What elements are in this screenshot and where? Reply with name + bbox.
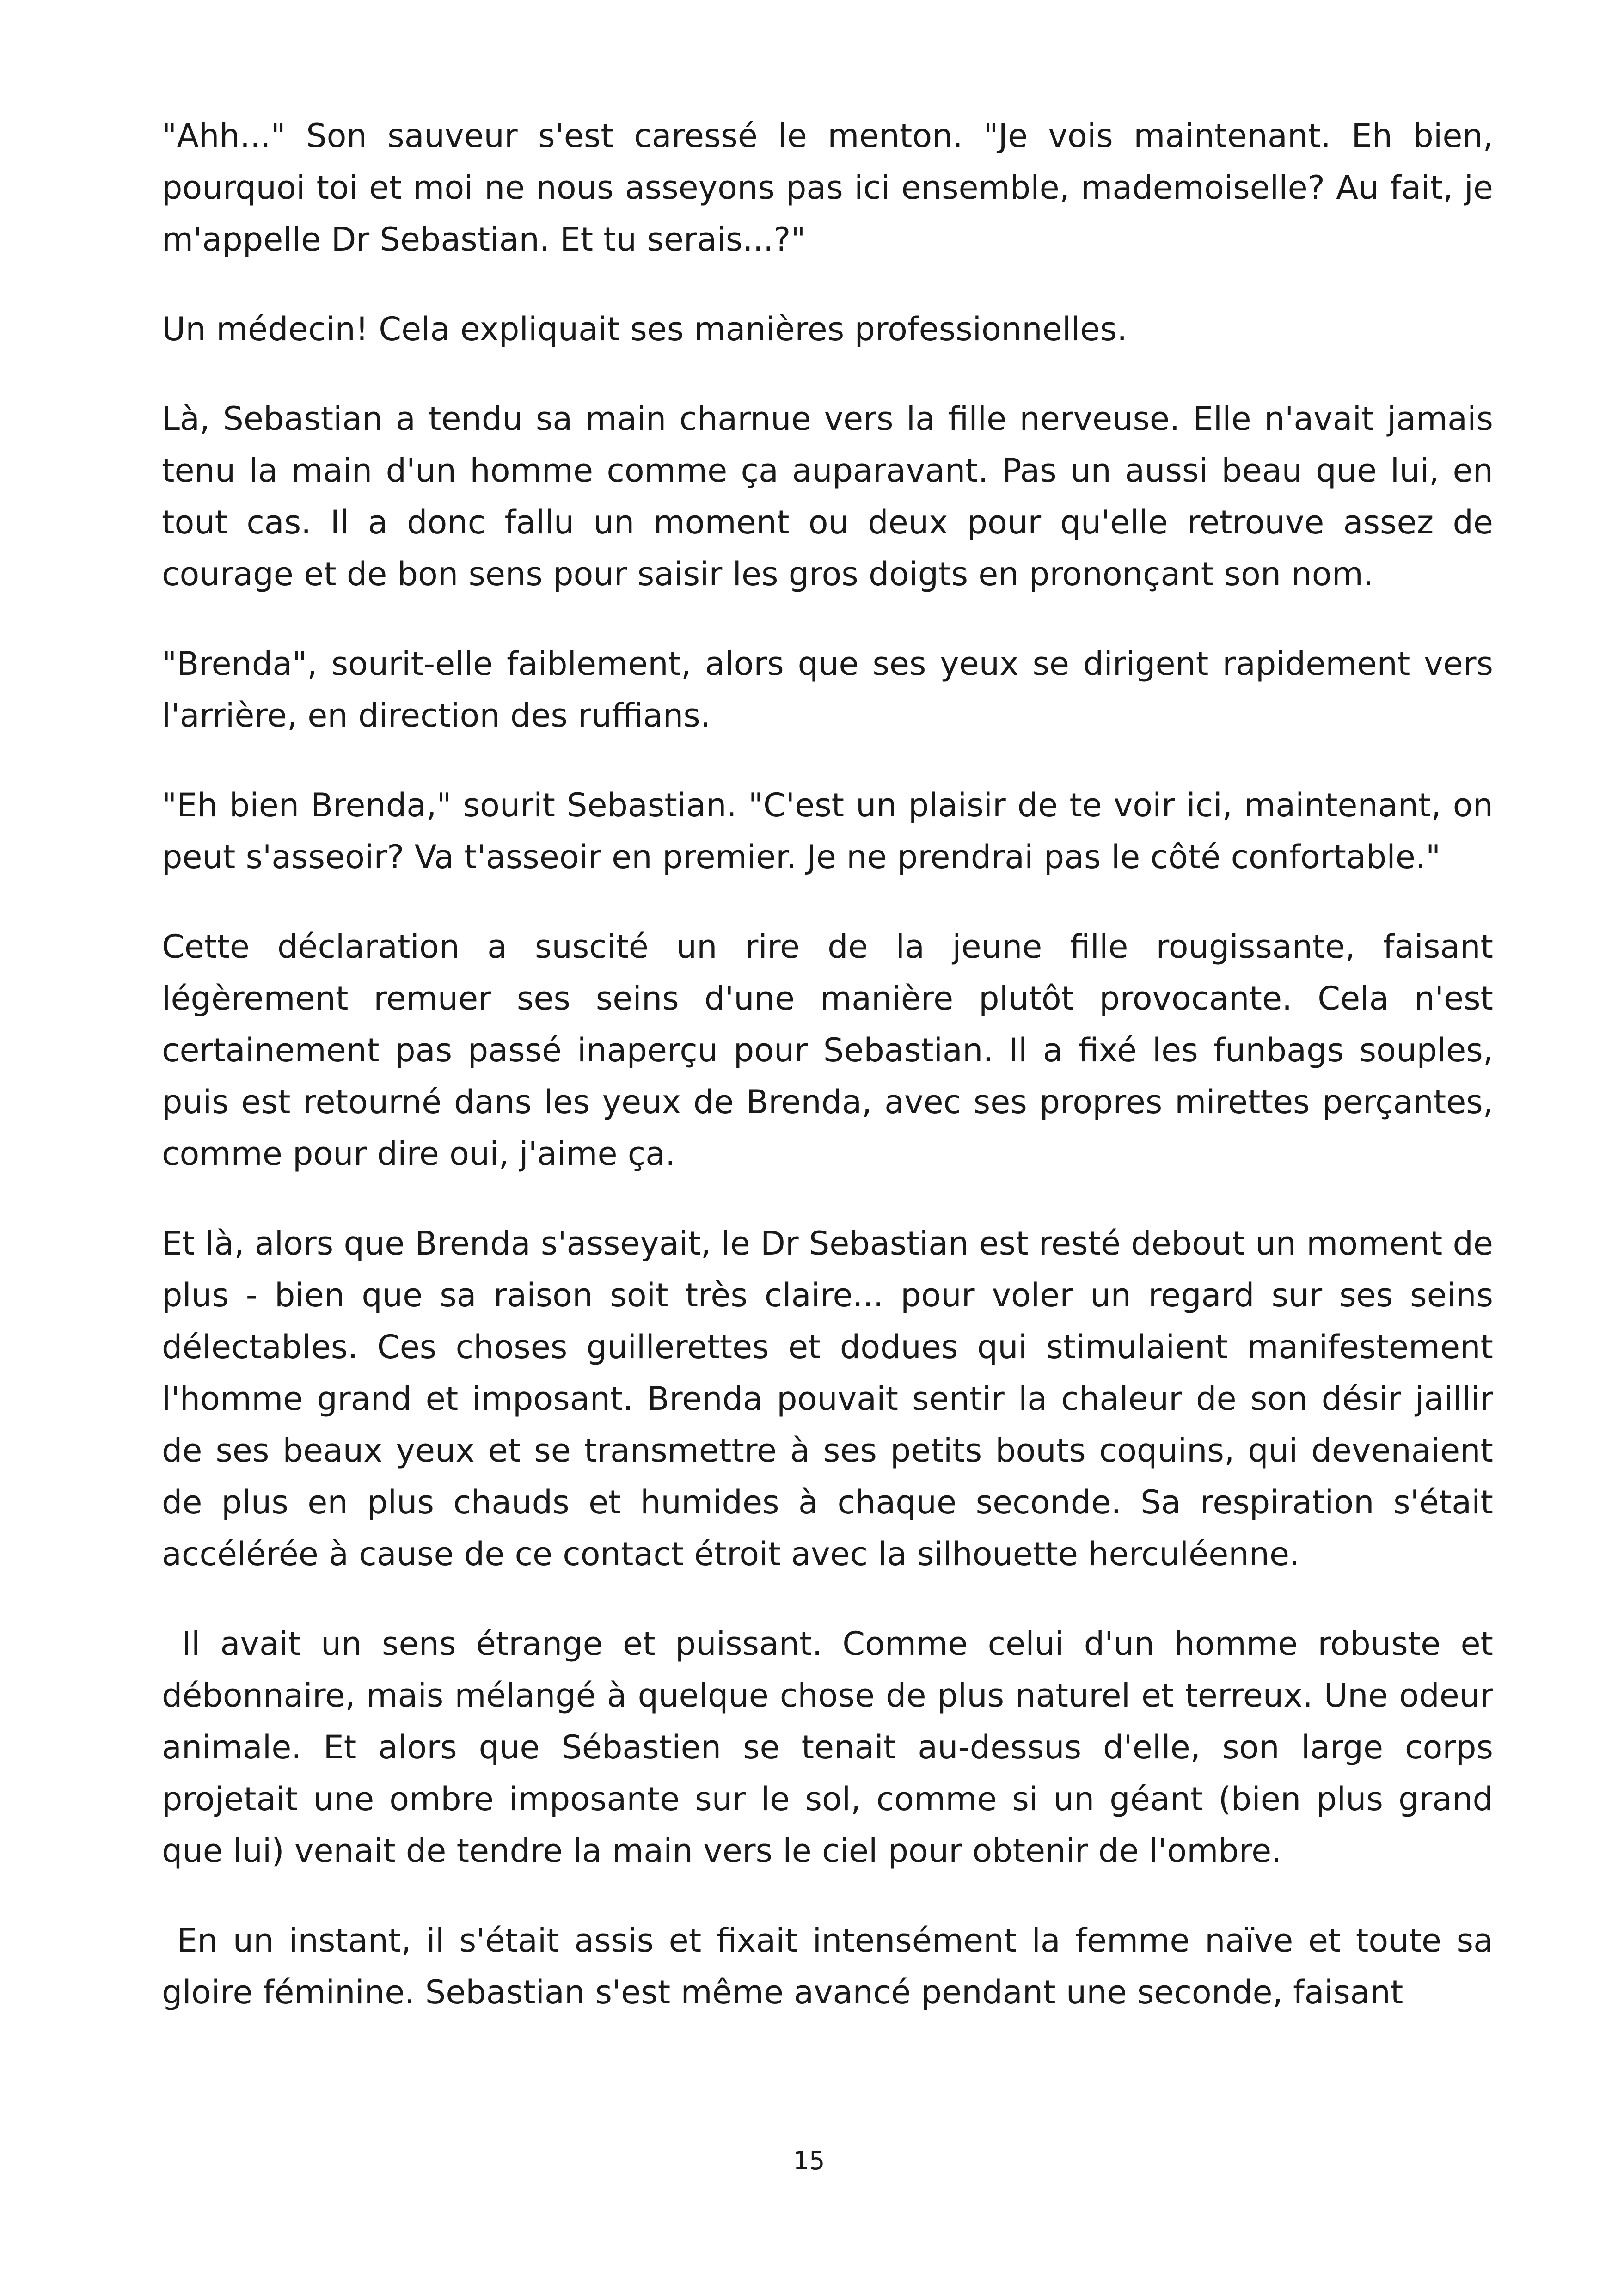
paragraph: Un médecin! Cela expliquait ses manières professionnelles.: [162, 310, 1128, 348]
paragraph: Là, Sebastian a tendu sa main charnue vers la fille nerveuse. Elle n'avait jamais tenu la main d'un homme comme ça auparavant. Pas un aussi beau que lui, en tout cas. Il a donc fallu un moment ou deux pour qu'elle retrouve assez de courage et de bon sens pour saisir les gros doigts en prononçant son nom.: [162, 400, 1504, 593]
paragraph: "Brenda", sourit-elle faiblement, alors que ses yeux se dirigent rapidement vers l'arrière, en direction des ruffians.: [162, 645, 1504, 735]
page-number: 15: [793, 2146, 825, 2175]
paragraph: "Ahh..." Son sauveur s'est caressé le menton. "Je vois maintenant. Eh bien, pourquoi toi et moi ne nous asseyons pas ici ensemble, mademoiselle? Au fait, je m'appelle Dr Sebastian. Et tu serais...?": [162, 117, 1504, 258]
paragraph: Cette déclaration a suscité un rire de la jeune fille rougissante, faisant légèrement remuer ses seins d'une manière plutôt provocante. Cela n'est certainement pas passé inaperçu pour Sebastian. Il a fixé les funbags souples, puis est retourné dans les yeux de Brenda, avec ses propres mirettes perçantes, comme pour dire oui, j'aime ça.: [162, 928, 1504, 1173]
paragraph: Il avait un sens étrange et puissant. Comme celui d'un homme robuste et débonnaire, mais mélangé à quelque chose de plus naturel et terreux. Une odeur animale. Et alors que Sébastien se tenait au-dessus d'elle, son large corps projetait une ombre imposante sur le sol, comme si un géant (bien plus grand que lui) venait de tendre la main vers le ciel pour obtenir de l'ombre.: [162, 1625, 1504, 1870]
paragraph: Et là, alors que Brenda s'asseyait, le Dr Sebastian est resté debout un moment de plus - bien que sa raison soit très claire... pour voler un regard sur ses seins délectables. Ces choses guillerettes et dodues qui stimulaient manifestement l'homme grand et imposant. Brenda pouvait sentir la chaleur de son désir jaillir de ses beaux yeux et se transmettre à ses petits bouts coquins, qui devenaient de plus en plus chauds et humides à chaque seconde. Sa respiration s'était accélérée à cause de ce contact étroit avec la silhouette herculéenne.: [162, 1225, 1504, 1573]
body-text: [162, 110, 1504, 2056]
paragraph: En un instant, il s'était assis et fixait intensément la femme naïve et toute sa gloire féminine. Sebastian s'est même avancé pendant une seconde, faisant: [162, 1922, 1504, 2011]
paragraph: "Eh bien Brenda," sourit Sebastian. "C'est un plaisir de te voir ici, maintenant, on peut s'asseoir? Va t'asseoir en premier. Je ne prendrai pas le côté confortable.": [162, 786, 1504, 876]
